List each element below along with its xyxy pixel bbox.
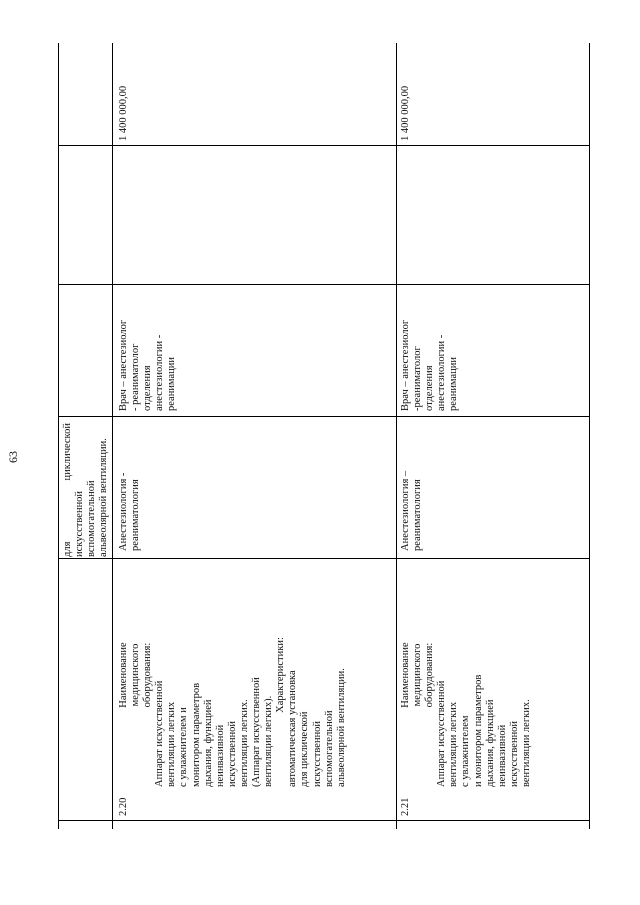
row3-amount: 1 400 000,00 [400,85,411,141]
row1-amount: 1 400 000,00 [118,85,129,141]
row2-name: Наименование медицинского оборудования: Аппарат искусственной вентиляции легких с увлажнителем и монитором параметров дыхания, функцией неинвазивной искусственной вентиляции легких. (Аппарат искусственной вентиляции легких). Характеристики: автоматическая установка для циклической искусственной вспомогательной альвеолярной вентиляции. [118,637,347,787]
row3-profile: Анестезиология – реаниматология [400,470,424,551]
column-divider [396,43,397,829]
table-border-top [58,43,59,829]
page-number: 63 [6,451,20,463]
row1-name: для циклической искусственной вспомогательной альвеолярной вентиляции. [62,423,110,557]
row-number: 2.20 [118,797,129,816]
row3-name: Наименование медицинского оборудования: Аппарат искусственной вентиляции легких с увлажнителем и монитором параметров дыхания, функцией неинвазивной искусственной вентиляции легких. [400,642,532,787]
row-divider [58,416,589,417]
row3-position: Врач – анестезиолог -реаниматолог отделения анестезиологии - реанимации [400,319,460,411]
row2-position: Врач – анестезиолог - реаниматолог отделения анестезиологии - реанимации [118,319,178,411]
row-divider [58,558,589,559]
row-divider [58,145,589,146]
row-divider [58,820,589,821]
column-divider [112,43,113,829]
row-divider [58,284,589,285]
table-border-bottom [589,43,590,829]
row2-profile: Анестезиология - реаниматология [118,472,142,551]
row-number: 2.21 [400,797,411,816]
